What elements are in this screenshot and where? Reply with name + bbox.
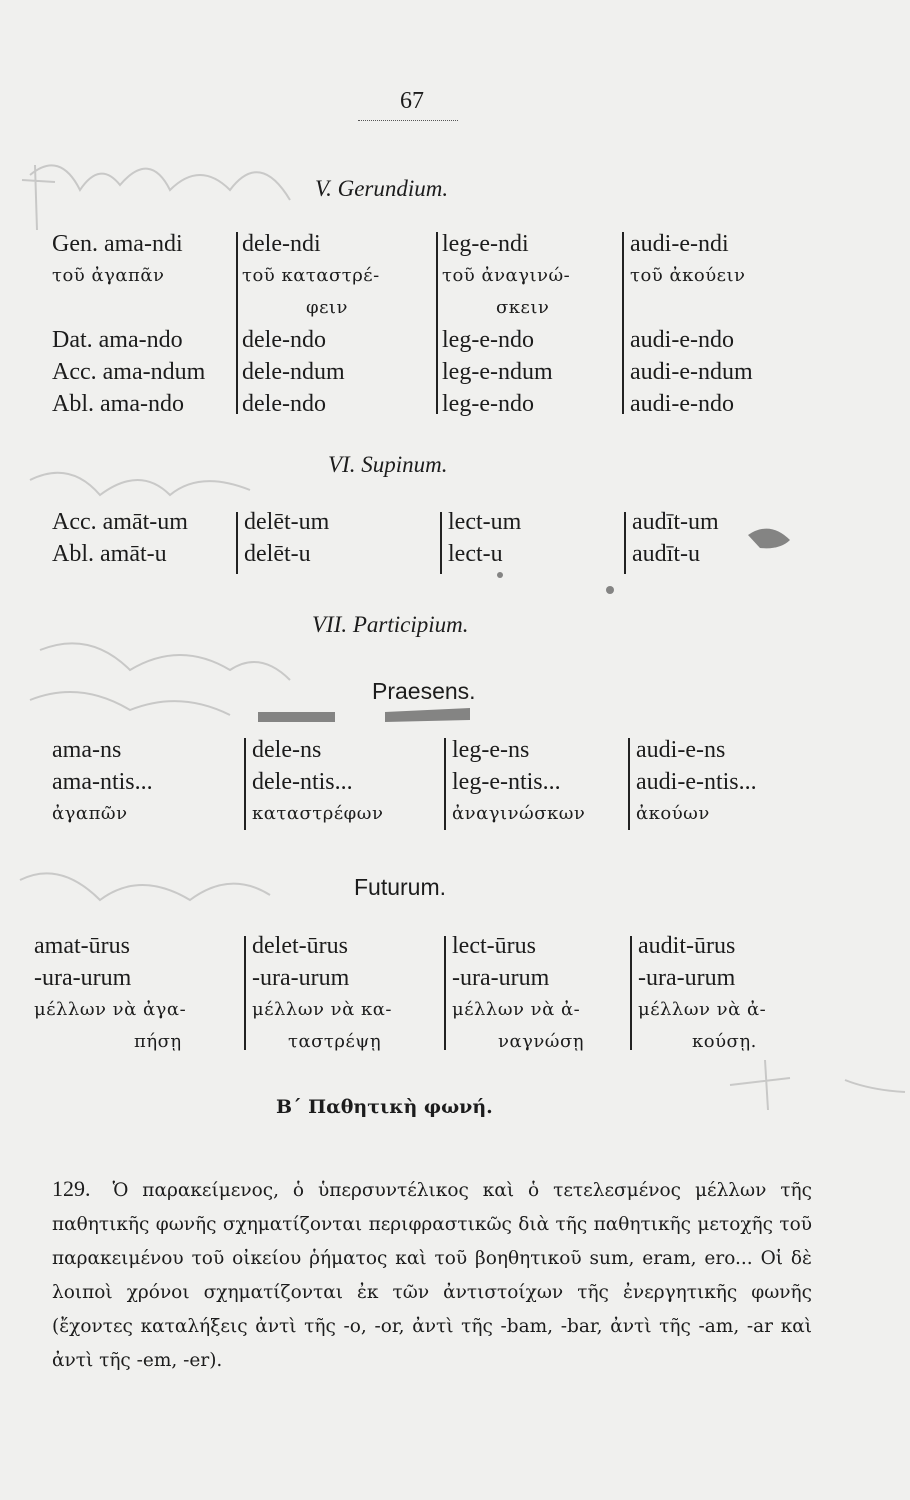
gerundium-col1 <box>52 228 205 420</box>
supinum-c2-1: delēt-u <box>244 541 311 567</box>
praesens-col1 <box>52 734 153 830</box>
supinum-acc: Acc. amāt-um <box>52 509 188 535</box>
gerundium-c4-2 <box>630 292 753 324</box>
gerundium-c4-4: audi-e-ndum <box>630 359 753 385</box>
gerundium-c3-4: leg-e-ndum <box>442 359 553 385</box>
gerundium-c2-4: dele-ndum <box>242 359 345 385</box>
futurum-heading: Futurum. <box>354 874 447 900</box>
gerundium-c2-0: dele-ndi <box>242 231 321 257</box>
column-divider <box>236 232 238 414</box>
column-divider <box>444 738 446 830</box>
futurum-col4 <box>638 930 766 1058</box>
supinum-c4-0: audīt-um <box>632 509 719 535</box>
futurum-c2-3: ταστρέψῃ <box>288 1031 382 1052</box>
gerundium-c3-1: τοῦ ἀναγινώ- <box>442 265 571 286</box>
column-divider <box>622 232 624 414</box>
futurum-c1-3: πήσῃ <box>134 1031 182 1052</box>
gerundium-c2-3: dele-ndo <box>242 327 326 353</box>
page-number: 67 <box>400 88 424 114</box>
praesens-c2-1: dele-ntis... <box>252 769 353 795</box>
futurum-c4-2: μέλλων νὰ ἀ- <box>638 999 767 1020</box>
supinum-c3-1: lect-u <box>448 541 503 567</box>
gerundium-abl: Abl. ama-ndo <box>52 391 184 417</box>
paragraph-129 <box>52 1172 812 1378</box>
gerundium-c4-3: audi-e-ndo <box>630 327 734 353</box>
column-divider <box>436 232 438 414</box>
supinum-c3-0: lect-um <box>448 509 522 535</box>
futurum-c4-3: κούσῃ. <box>692 1031 757 1052</box>
paragraph-number: 129. <box>52 1176 91 1201</box>
praesens-c4-2: ἀκούων <box>636 803 710 824</box>
column-divider <box>444 936 446 1050</box>
paragraph-text: Ὁ παρακείμενος, ὁ ὑπερσυντέλικος καὶ ὁ τετελεσμένος μέλλων τῆς παθητικῆς φωνῆς σχηματίζονται περιφραστικῶς διὰ τῆς παθητικῆς μετοχῆς τοῦ παρακειμένου τοῦ οἰκείου ῥήματος καὶ τοῦ βοηθητικοῦ sum, eram, ero... Οἱ δὲ λοιποὶ χρόνοι σχηματίζονται ἐκ τῶν ἀντιστοίχων τῆς ἐνεργητικῆς φωνῆς (ἔχοντες καταλήξεις ἀντὶ τῆς -o, -or, ἀντὶ τῆς -bam, -bar, ἀντὶ τῆς -am, -ar καὶ ἀντὶ τῆς -em, -er). <box>52 1180 813 1371</box>
column-divider <box>236 512 238 574</box>
gerundium-c2-2: φειν <box>306 297 348 318</box>
praesens-c4-1: audi-e-ntis... <box>636 769 757 795</box>
gerundium-c2-1: τοῦ καταστρέ- <box>242 265 380 286</box>
gerundium-c4-1: τοῦ ἀκούειν <box>630 265 746 286</box>
futurum-c2-1: -ura-urum <box>252 965 350 991</box>
praesens-c2-2: καταστρέφων <box>252 803 384 824</box>
futurum-col3 <box>452 930 584 1058</box>
passive-voice-heading: Β΄ Παθητικὴ φωνή. <box>276 1096 493 1118</box>
praesens-c3-2: ἀναγινώσκων <box>452 803 586 824</box>
gerundium-col4 <box>630 228 753 420</box>
gerundium-dat: Dat. ama-ndo <box>52 327 183 353</box>
gerundium-col3 <box>442 228 570 420</box>
gerundium-gen-greek: τοῦ ἀγαπᾶν <box>52 265 165 286</box>
gerundium-c4-5: audi-e-ndo <box>630 391 734 417</box>
futurum-c3-0: lect-ūrus <box>452 933 536 959</box>
futurum-c4-1: -ura-urum <box>638 965 736 991</box>
futurum-c2-2: μέλλων νὰ κα- <box>252 999 392 1020</box>
participium-heading: VII. Participium. <box>312 612 469 637</box>
praesens-c1-0: ama-ns <box>52 737 122 763</box>
praesens-col4 <box>636 734 757 830</box>
column-divider <box>244 936 246 1050</box>
gerundium-gen-latin: Gen. ama-ndi <box>52 231 183 257</box>
praesens-c3-0: leg-e-ns <box>452 737 530 763</box>
futurum-col2 <box>252 930 392 1058</box>
gerundium-c2-5: dele-ndo <box>242 391 326 417</box>
supinum-c2-0: delēt-um <box>244 509 330 535</box>
column-divider <box>440 512 442 574</box>
praesens-c3-1: leg-e-ntis... <box>452 769 561 795</box>
supinum-heading: VI. Supinum. <box>328 452 448 477</box>
gerundium-col2 <box>242 228 380 420</box>
gerundium-heading: V. Gerundium. <box>315 176 449 201</box>
supinum-col2 <box>244 506 329 570</box>
column-divider <box>244 738 246 830</box>
gerundium-c3-2: σκειν <box>496 297 550 318</box>
futurum-c3-2: μέλλων νὰ ἀ- <box>452 999 581 1020</box>
praesens-c2-0: dele-ns <box>252 737 322 763</box>
column-divider <box>628 738 630 830</box>
praesens-heading: Praesens. <box>372 678 476 704</box>
futurum-c2-0: delet-ūrus <box>252 933 348 959</box>
gerundium-blank <box>52 292 205 324</box>
futurum-c1-0: amat-ūrus <box>34 933 130 959</box>
gerundium-c3-3: leg-e-ndo <box>442 327 534 353</box>
praesens-c4-0: audi-e-ns <box>636 737 726 763</box>
futurum-c3-3: ναγνώσῃ <box>498 1031 585 1052</box>
futurum-c4-0: audit-ūrus <box>638 933 736 959</box>
gerundium-c3-5: leg-e-ndo <box>442 391 534 417</box>
column-divider <box>624 512 626 574</box>
futurum-c1-2: μέλλων νὰ ἀγα- <box>34 999 187 1020</box>
supinum-abl: Abl. amāt-u <box>52 541 167 567</box>
futurum-c1-1: -ura-urum <box>34 965 132 991</box>
futurum-c3-1: -ura-urum <box>452 965 550 991</box>
column-divider <box>630 936 632 1050</box>
praesens-c1-1: ama-ntis... <box>52 769 153 795</box>
praesens-c1-2: ἀγαπῶν <box>52 803 128 824</box>
supinum-col1 <box>52 506 188 570</box>
supinum-col3 <box>448 506 521 570</box>
praesens-col3 <box>452 734 585 830</box>
gerundium-acc: Acc. ama-ndum <box>52 359 206 385</box>
gerundium-c3-0: leg-e-ndi <box>442 231 529 257</box>
supinum-col4 <box>632 506 719 570</box>
gerundium-c4-0: audi-e-ndi <box>630 231 729 257</box>
praesens-col2 <box>252 734 383 830</box>
futurum-col1 <box>34 930 186 1058</box>
supinum-c4-1: audīt-u <box>632 541 700 567</box>
